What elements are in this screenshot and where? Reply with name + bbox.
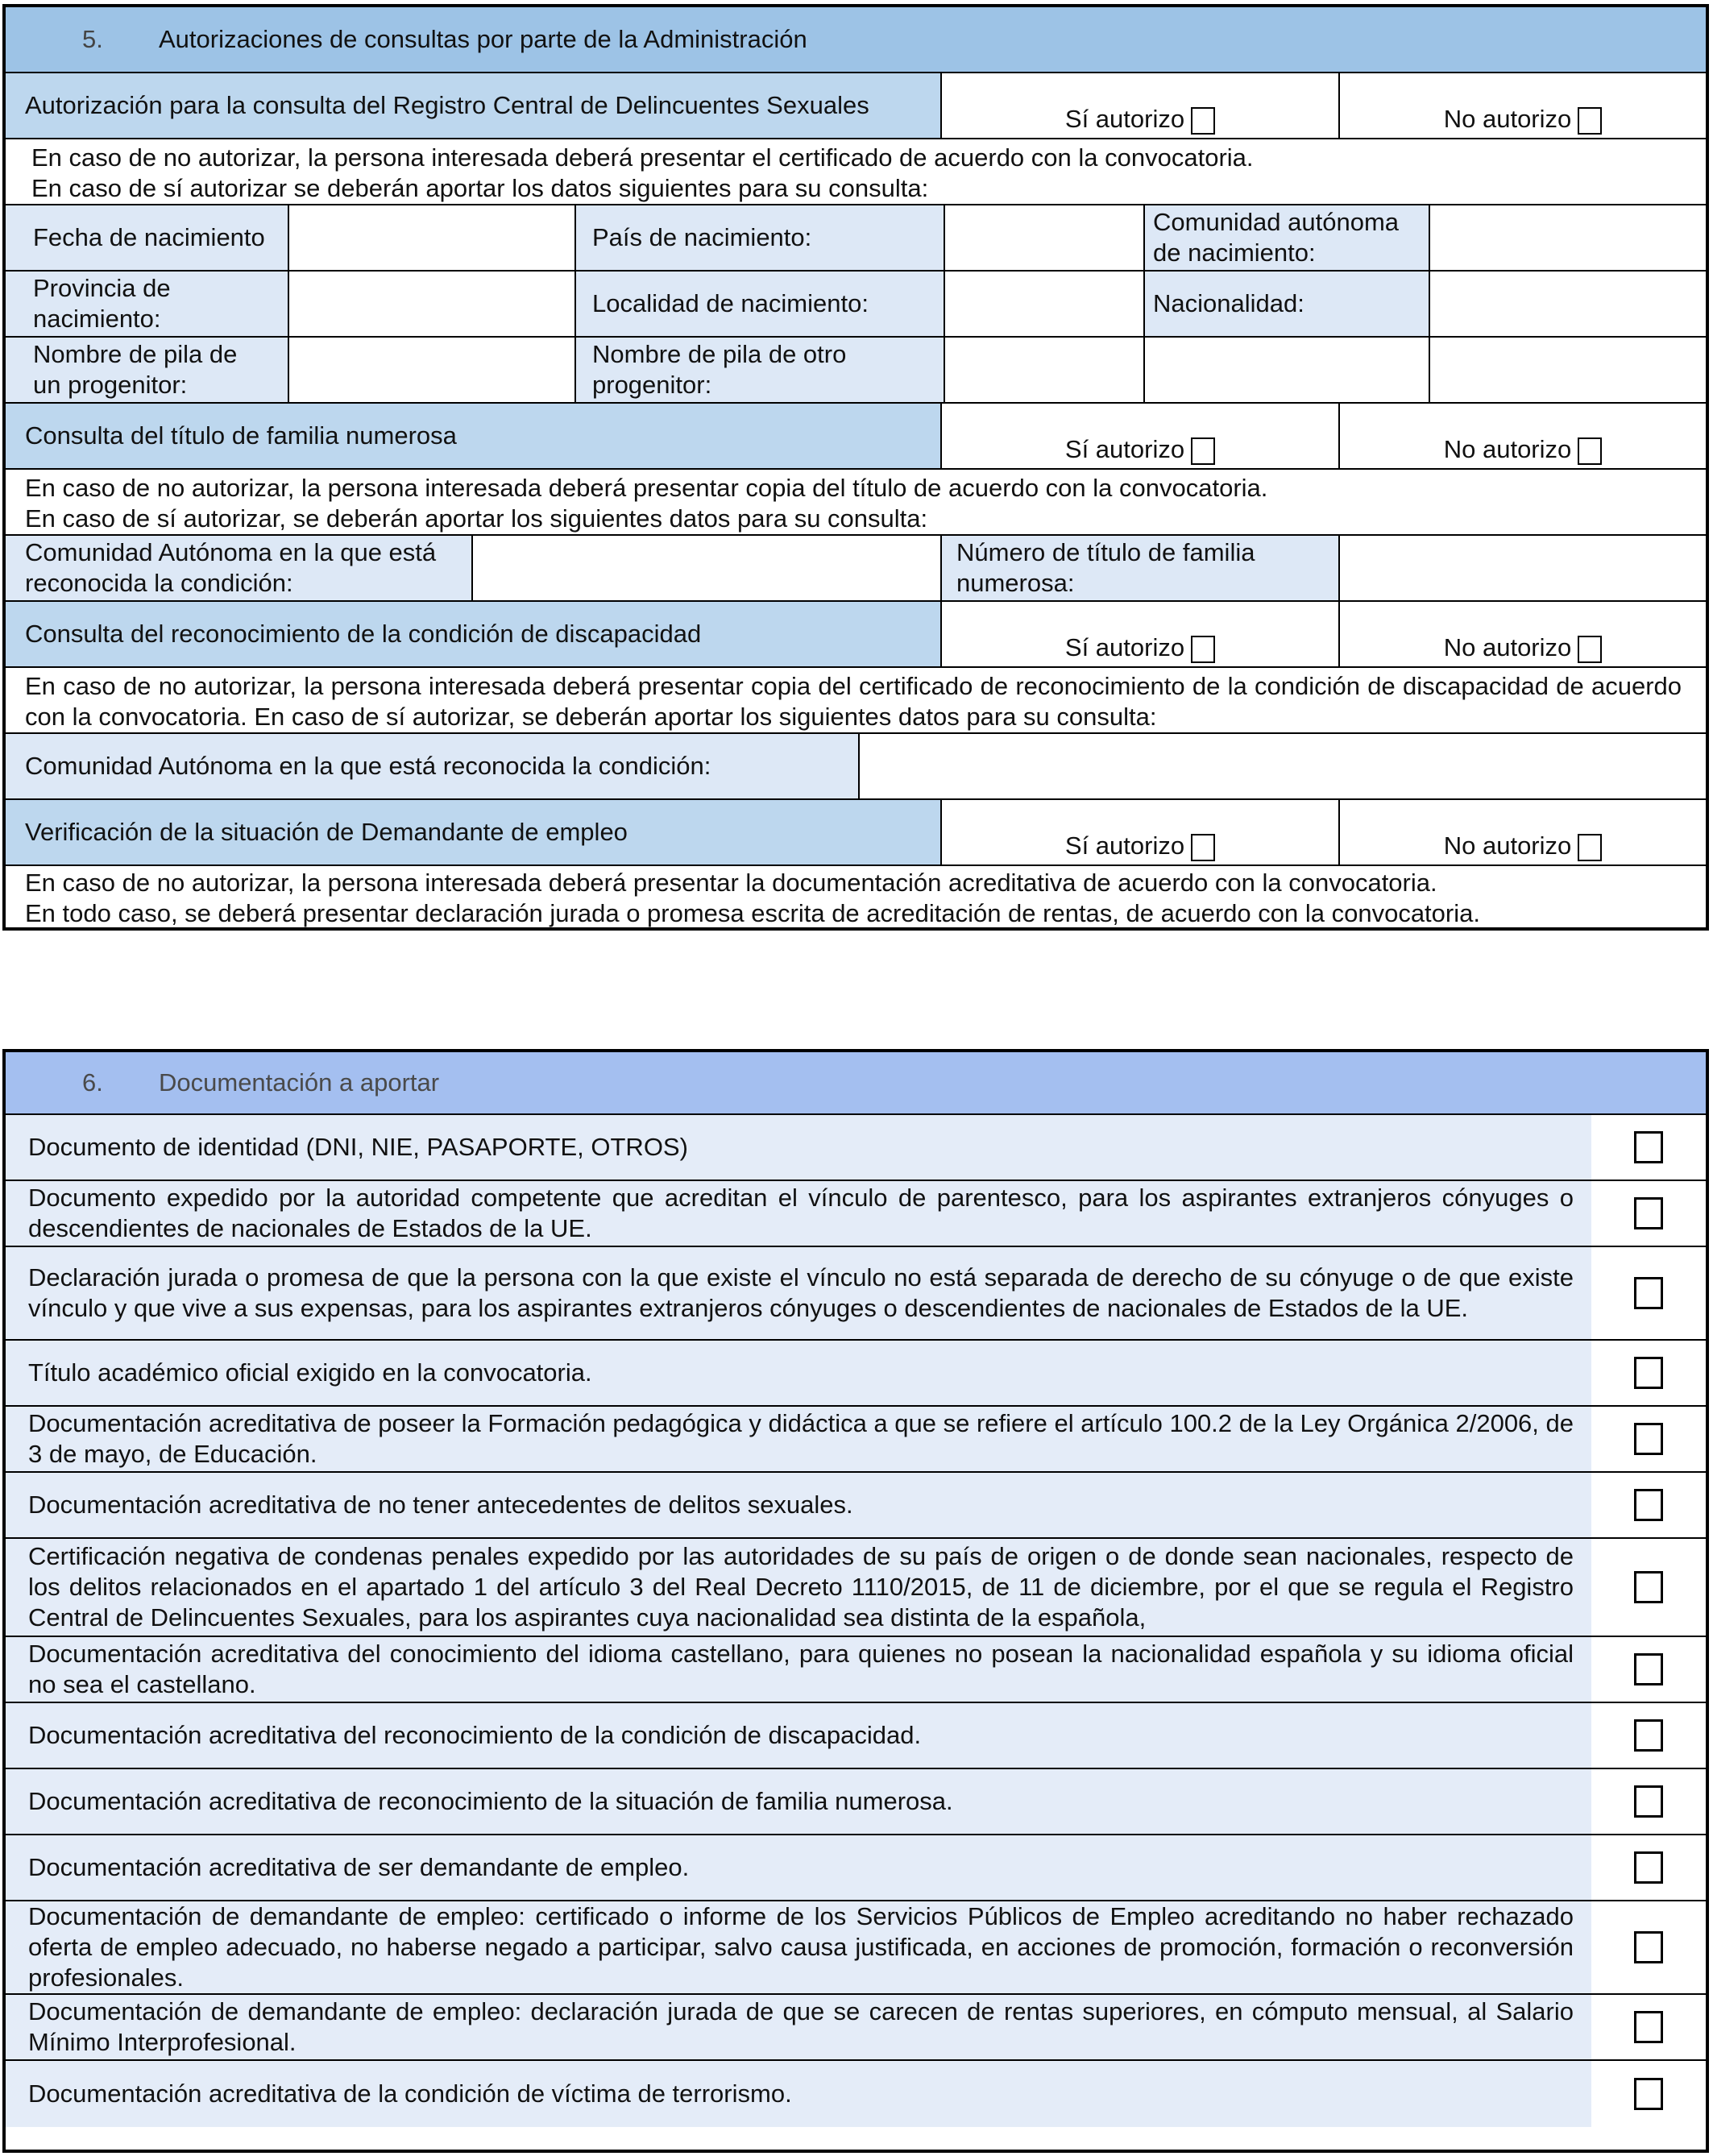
document-checkbox-cell[interactable] <box>1591 1637 1706 1702</box>
document-checkbox[interactable] <box>1634 1931 1663 1963</box>
registro-si-checkbox[interactable] <box>1191 107 1215 135</box>
registro-note-row <box>6 139 1706 205</box>
document-checkbox[interactable] <box>1634 1785 1663 1818</box>
familia-numero-field[interactable] <box>1340 536 1706 600</box>
discapacidad-note-row <box>6 668 1706 734</box>
localidad-nacimiento-label: Localidad de nacimiento: <box>576 272 945 336</box>
familia-no-checkbox[interactable] <box>1578 437 1602 465</box>
discapacidad-label: Consulta del reconocimiento de la condición de discapacidad <box>6 602 942 666</box>
demandante-auth-row <box>6 800 1706 866</box>
document-row <box>6 1247 1706 1341</box>
familia-note-2: En caso de sí autorizar, se deberán aportar los siguientes datos para su consulta: <box>25 504 928 533</box>
document-cell <box>6 1769 1598 1834</box>
document-cell <box>6 1115 1598 1180</box>
familia-si-checkbox[interactable] <box>1191 437 1215 465</box>
document-cell <box>6 1341 1598 1405</box>
familia-note-1: En caso de no autorizar, la persona interesada deberá presentar copia del título de acuerdo con la convocatoria. <box>25 474 1268 502</box>
demandante-no-checkbox[interactable] <box>1578 834 1602 861</box>
document-cell <box>6 1473 1598 1537</box>
progenitor-extra-field[interactable] <box>1145 338 1430 402</box>
progenitor-2-field[interactable] <box>945 338 1145 402</box>
no-label: No autorizo <box>1443 831 1572 860</box>
document-label: Documentación acreditativa de reconocimiento de la situación de familia numerosa. <box>28 1787 953 1815</box>
document-cell <box>6 1247 1598 1339</box>
document-cell <box>6 2061 1598 2127</box>
document-row <box>6 1539 1706 1637</box>
document-row <box>6 1637 1706 1703</box>
document-label: Documentación acreditativa del conocimiento del idioma castellano, para quienes no posean la nacionalidad española y su idioma oficial no sea el castellano. <box>28 1640 1574 1698</box>
registro-data-row-2 <box>6 272 1706 338</box>
fecha-nacimiento-field[interactable] <box>289 205 576 270</box>
registro-note-2: En caso de sí autorizar se deberán aportar los datos siguientes para su consulta: <box>31 174 929 202</box>
discapacidad-si-option[interactable] <box>942 602 1340 666</box>
registro-data-row-1 <box>6 205 1706 272</box>
document-label: Documento de identidad (DNI, NIE, PASAPORTE, OTROS) <box>28 1133 688 1161</box>
no-label: No autorizo <box>1443 435 1572 463</box>
registro-no-option[interactable] <box>1340 73 1706 138</box>
registro-label: Autorización para la consulta del Registro Central de Delincuentes Sexuales <box>6 73 942 138</box>
nacionalidad-field[interactable] <box>1430 272 1706 336</box>
familia-data-row <box>6 536 1706 602</box>
document-cell <box>6 1181 1598 1246</box>
familia-no-option[interactable] <box>1340 404 1706 468</box>
document-checkbox[interactable] <box>1634 1653 1663 1685</box>
document-row <box>6 1995 1706 2061</box>
demandante-si-checkbox[interactable] <box>1191 834 1215 861</box>
document-row <box>6 1901 1706 1995</box>
document-row <box>6 1115 1706 1181</box>
si-label: Sí autorizo <box>1064 105 1185 133</box>
document-label: Documentación de demandante de empleo: certificado o informe de los Servicios Públicos de Empleo acreditando no haber rechazado oferta de empleo adecuado, no haberse negado a participar, salvo causa justificada, en acciones de promoción, formación o reconversión profesionales. <box>28 1902 1574 1992</box>
document-label: Certificación negativa de condenas penales expedido por las autoridades de su país de origen o de donde sean nacionales, respecto de los delitos relacionados en el apartado 1 del artículo 3 del Real Decreto 1110/2015, de 11 de diciembre, por el que se regula el Registro Central de Delincuentes Sexuales, para los aspirantes cuya nacionalidad sea distinta de la española, <box>28 1542 1574 1632</box>
document-checkbox-cell[interactable] <box>1591 1115 1706 1180</box>
document-checkbox[interactable] <box>1634 2078 1663 2110</box>
registro-si-option[interactable] <box>942 73 1340 138</box>
registro-data-row-3 <box>6 338 1706 404</box>
fecha-nacimiento-label: Fecha de nacimiento <box>6 205 289 270</box>
si-label: Sí autorizo <box>1064 831 1185 860</box>
document-label: Declaración jurada o promesa de que la persona con la que existe el vínculo no está separada de derecho de su cónyuge o de que existe vínculo y que vive a sus expensas, para los aspirantes extranjeros cónyuges o descendientes de nacionales de Estados de la UE. <box>28 1263 1574 1322</box>
document-checkbox[interactable] <box>1634 1719 1663 1752</box>
document-cell <box>6 1995 1598 2059</box>
document-checkbox[interactable] <box>1634 1277 1663 1309</box>
progenitor-1-field[interactable] <box>289 338 576 402</box>
document-cell <box>6 1637 1598 1702</box>
document-checkbox-cell[interactable] <box>1591 1539 1706 1636</box>
familia-si-option[interactable] <box>942 404 1340 468</box>
registro-auth-row <box>6 73 1706 139</box>
document-checkbox-cell[interactable] <box>1591 2061 1706 2127</box>
document-row <box>6 1473 1706 1539</box>
no-label: No autorizo <box>1443 633 1572 661</box>
registro-note-1: En caso de no autorizar, la persona interesada deberá presentar el certificado de acuerdo con la convocatoria. <box>31 143 1254 172</box>
section-5-header <box>6 7 1706 73</box>
document-checkbox[interactable] <box>1634 1357 1663 1389</box>
section-5-number: 5. <box>82 25 103 53</box>
section-5-title: Autorizaciones de consultas por parte de la Administración <box>159 25 807 53</box>
document-cell <box>6 1407 1598 1471</box>
document-label: Documentación de demandante de empleo: declaración jurada de que se carecen de rentas superiores, en cómputo mensual, al Salario Mínimo Interprofesional. <box>28 1997 1574 2056</box>
discapacidad-no-option[interactable] <box>1340 602 1706 666</box>
document-checkbox[interactable] <box>1634 1851 1663 1884</box>
localidad-nacimiento-field[interactable] <box>945 272 1145 336</box>
document-label: Documentación acreditativa de no tener antecedentes de delitos sexuales. <box>28 1491 853 1519</box>
document-checkbox[interactable] <box>1634 1423 1663 1455</box>
document-checkbox-cell[interactable] <box>1591 1769 1706 1834</box>
discapacidad-data-row <box>6 734 1706 800</box>
demandante-si-option[interactable] <box>942 800 1340 864</box>
registro-no-checkbox[interactable] <box>1578 107 1602 135</box>
comunidad-nacimiento-label: Comunidad autónoma de nacimiento: <box>1145 205 1430 270</box>
document-label: Documentación acreditativa del reconocimiento de la condición de discapacidad. <box>28 1721 922 1749</box>
demandante-label: Verificación de la situación de Demandante de empleo <box>6 800 942 864</box>
document-cell <box>6 1539 1598 1636</box>
discapacidad-comunidad-field[interactable] <box>860 734 1706 798</box>
demandante-note-1: En caso de no autorizar, la persona interesada deberá presentar la documentación acreditativa de acuerdo con la convocatoria. <box>25 869 1437 897</box>
familia-note-row <box>6 470 1706 536</box>
discapacidad-si-checkbox[interactable] <box>1191 636 1215 663</box>
progenitor-extra-field-2[interactable] <box>1430 338 1706 402</box>
pais-nacimiento-field[interactable] <box>945 205 1145 270</box>
document-checkbox-cell[interactable] <box>1591 1473 1706 1537</box>
document-label: Documentación acreditativa de poseer la Formación pedagógica y didáctica a que se refiere el artículo 100.2 de la Ley Orgánica 2/2006, de 3 de mayo, de Educación. <box>28 1409 1574 1468</box>
familia-numero-label: Número de título de familia numerosa: <box>942 536 1340 600</box>
demandante-note-row <box>6 866 1706 927</box>
document-checkbox-cell[interactable] <box>1591 1247 1706 1339</box>
demandante-note-2: En todo caso, se deberá presentar declaración jurada o promesa escrita de acreditación de rentas, de acuerdo con la convocatoria. <box>25 899 1480 927</box>
document-cell <box>6 1835 1598 1900</box>
document-label: Documentación acreditativa de ser demandante de empleo. <box>28 1853 690 1881</box>
document-checkbox[interactable] <box>1634 1197 1663 1229</box>
discapacidad-comunidad-label: Comunidad Autónoma en la que está reconocida la condición: <box>6 734 860 798</box>
document-row <box>6 1769 1706 1835</box>
familia-comunidad-field[interactable] <box>473 536 942 600</box>
document-checkbox-cell[interactable] <box>1591 1995 1706 2059</box>
familia-label: Consulta del título de familia numerosa <box>6 404 942 468</box>
no-label: No autorizo <box>1443 105 1572 133</box>
document-row <box>6 2061 1706 2127</box>
document-checkbox-cell[interactable] <box>1591 1835 1706 1900</box>
progenitor-2-label: Nombre de pila de otro progenitor: <box>576 338 945 402</box>
document-cell <box>6 1901 1598 1993</box>
document-checkbox-cell[interactable] <box>1591 1407 1706 1471</box>
si-label: Sí autorizo <box>1064 435 1185 463</box>
document-checkbox[interactable] <box>1634 1489 1663 1521</box>
document-checkbox-cell[interactable] <box>1591 1901 1706 1993</box>
demandante-no-option[interactable] <box>1340 800 1706 864</box>
document-checkbox-cell[interactable] <box>1591 1703 1706 1768</box>
document-label: Título académico oficial exigido en la convocatoria. <box>28 1358 592 1387</box>
document-label: Documentación acreditativa de la condición de víctima de terrorismo. <box>28 2079 792 2108</box>
section-6-number: 6. <box>82 1068 103 1097</box>
section-6-header <box>6 1052 1706 1115</box>
provincia-nacimiento-field[interactable] <box>289 272 576 336</box>
section-6-title: Documentación a aportar <box>159 1068 440 1097</box>
comunidad-nacimiento-field[interactable] <box>1430 205 1706 270</box>
document-row <box>6 1703 1706 1769</box>
progenitor-1-label: Nombre de pila de un progenitor: <box>6 338 289 402</box>
document-row <box>6 1341 1706 1407</box>
pais-nacimiento-label: País de nacimiento: <box>576 205 945 270</box>
document-row <box>6 1835 1706 1901</box>
nacionalidad-label: Nacionalidad: <box>1145 272 1430 336</box>
document-row <box>6 1407 1706 1473</box>
provincia-nacimiento-label: Provincia de nacimiento: <box>6 272 289 336</box>
section-6-documents <box>2 1049 1709 2153</box>
discapacidad-auth-row <box>6 602 1706 668</box>
document-cell <box>6 1703 1598 1768</box>
document-checkbox-cell[interactable] <box>1591 1341 1706 1405</box>
section-5-authorizations <box>2 4 1709 931</box>
document-row <box>6 1181 1706 1247</box>
document-checkbox[interactable] <box>1634 1571 1663 1603</box>
si-label: Sí autorizo <box>1064 633 1185 661</box>
familia-comunidad-label: Comunidad Autónoma en la que está reconocida la condición: <box>6 536 473 600</box>
discapacidad-note: En caso de no autorizar, la persona interesada deberá presentar copia del certificado de reconocimiento de la condición de discapacidad de acuerdo con la convocatoria. En caso de sí autorizar, se deberán aportar los siguientes datos para su consulta: <box>25 672 1682 731</box>
document-checkbox-cell[interactable] <box>1591 1181 1706 1246</box>
discapacidad-no-checkbox[interactable] <box>1578 636 1602 663</box>
familia-auth-row <box>6 404 1706 470</box>
document-checkbox[interactable] <box>1634 2011 1663 2043</box>
document-label: Documento expedido por la autoridad competente que acreditan el vínculo de parentesco, para los aspirantes extranjeros cónyuges o descendientes de nacionales de Estados de la UE. <box>28 1184 1574 1242</box>
document-checkbox[interactable] <box>1634 1131 1663 1163</box>
